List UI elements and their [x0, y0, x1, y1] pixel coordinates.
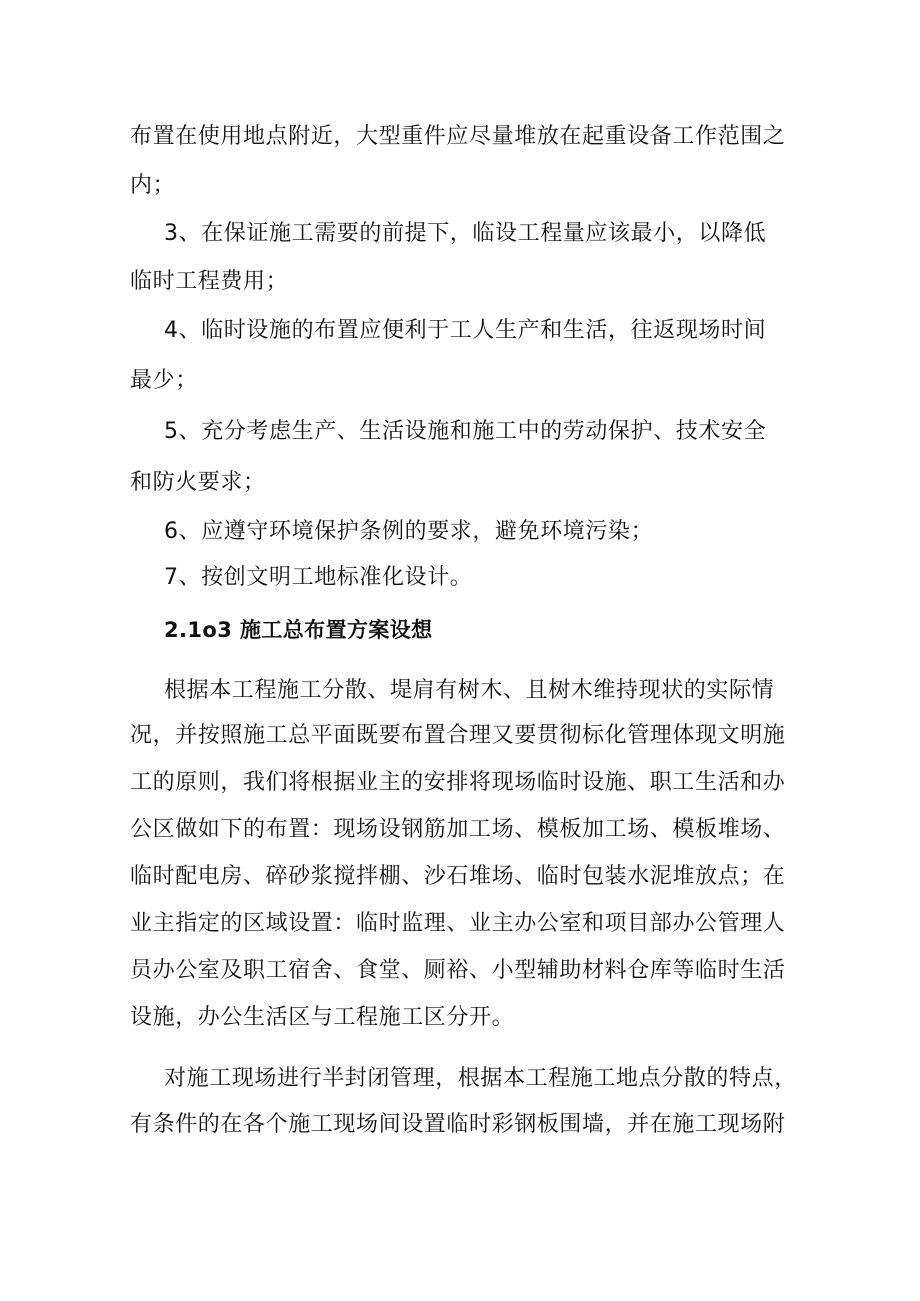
- paragraph-1-line: 况，并按照施工总平面既要布置合理又要贯彻标化管理体现文明施: [130, 723, 786, 748]
- paragraph-1-line: 业主指定的区域设置：临时监理、业主办公室和项目部办公管理人: [130, 911, 786, 936]
- list-item-4-continuation: 最少；: [130, 368, 198, 393]
- list-item-6-line: 6、应遵守环境保护条例的要求，避免环境污染；: [164, 519, 654, 544]
- paragraph-1-line: 工的原则，我们将根据业主的安排将现场临时设施、职工生活和办: [130, 770, 786, 795]
- paragraph-1-line: 根据本工程施工分散、堤肩有树木、且树木维持现状的实际情: [164, 678, 775, 703]
- section-heading: 2.1o3 施工总布置方案设想: [164, 618, 433, 642]
- body-text-line: 布置在使用地点附近，大型重件应尽量堆放在起重设备工作范围之: [130, 124, 786, 149]
- list-item-4-line: 4、临时设施的布置应便利于工人生产和生活，往返现场时间: [164, 318, 767, 343]
- list-item-5-line: 5、充分考虑生产、生活设施和施工中的劳动保护、技术安全: [164, 419, 767, 444]
- list-item-3-continuation: 临时工程费用；: [130, 269, 289, 294]
- paragraph-1-line: 员办公室及职工宿舍、食堂、厕裕、小型辅助材料仓库等临时生活: [130, 958, 786, 983]
- paragraph-2-line: 对施工现场进行半封闭管理，根据本工程施工地点分散的特点，: [164, 1066, 797, 1091]
- list-item-5-continuation: 和防火要求；: [130, 470, 266, 495]
- paragraph-1-line: 设施，办公生活区与工程施工区分开。: [130, 1005, 515, 1030]
- list-item-3-line: 3、在保证施工需要的前提下，临设工程量应该最小，以降低: [164, 221, 767, 246]
- paragraph-1-line: 公区做如下的布置：现场设钢筋加工场、模板加工场、模板堆场、: [130, 817, 786, 842]
- list-item-7-line: 7、按创文明工地标准化设计。: [164, 565, 473, 590]
- paragraph-2-line: 有条件的在各个施工现场间设置临时彩钢板围墙，并在施工现场附: [130, 1112, 786, 1137]
- paragraph-1-line: 临时配电房、碎砂浆搅拌棚、沙石堆场、临时包装水泥堆放点；在: [130, 864, 786, 889]
- body-text-line: 内；: [130, 173, 176, 198]
